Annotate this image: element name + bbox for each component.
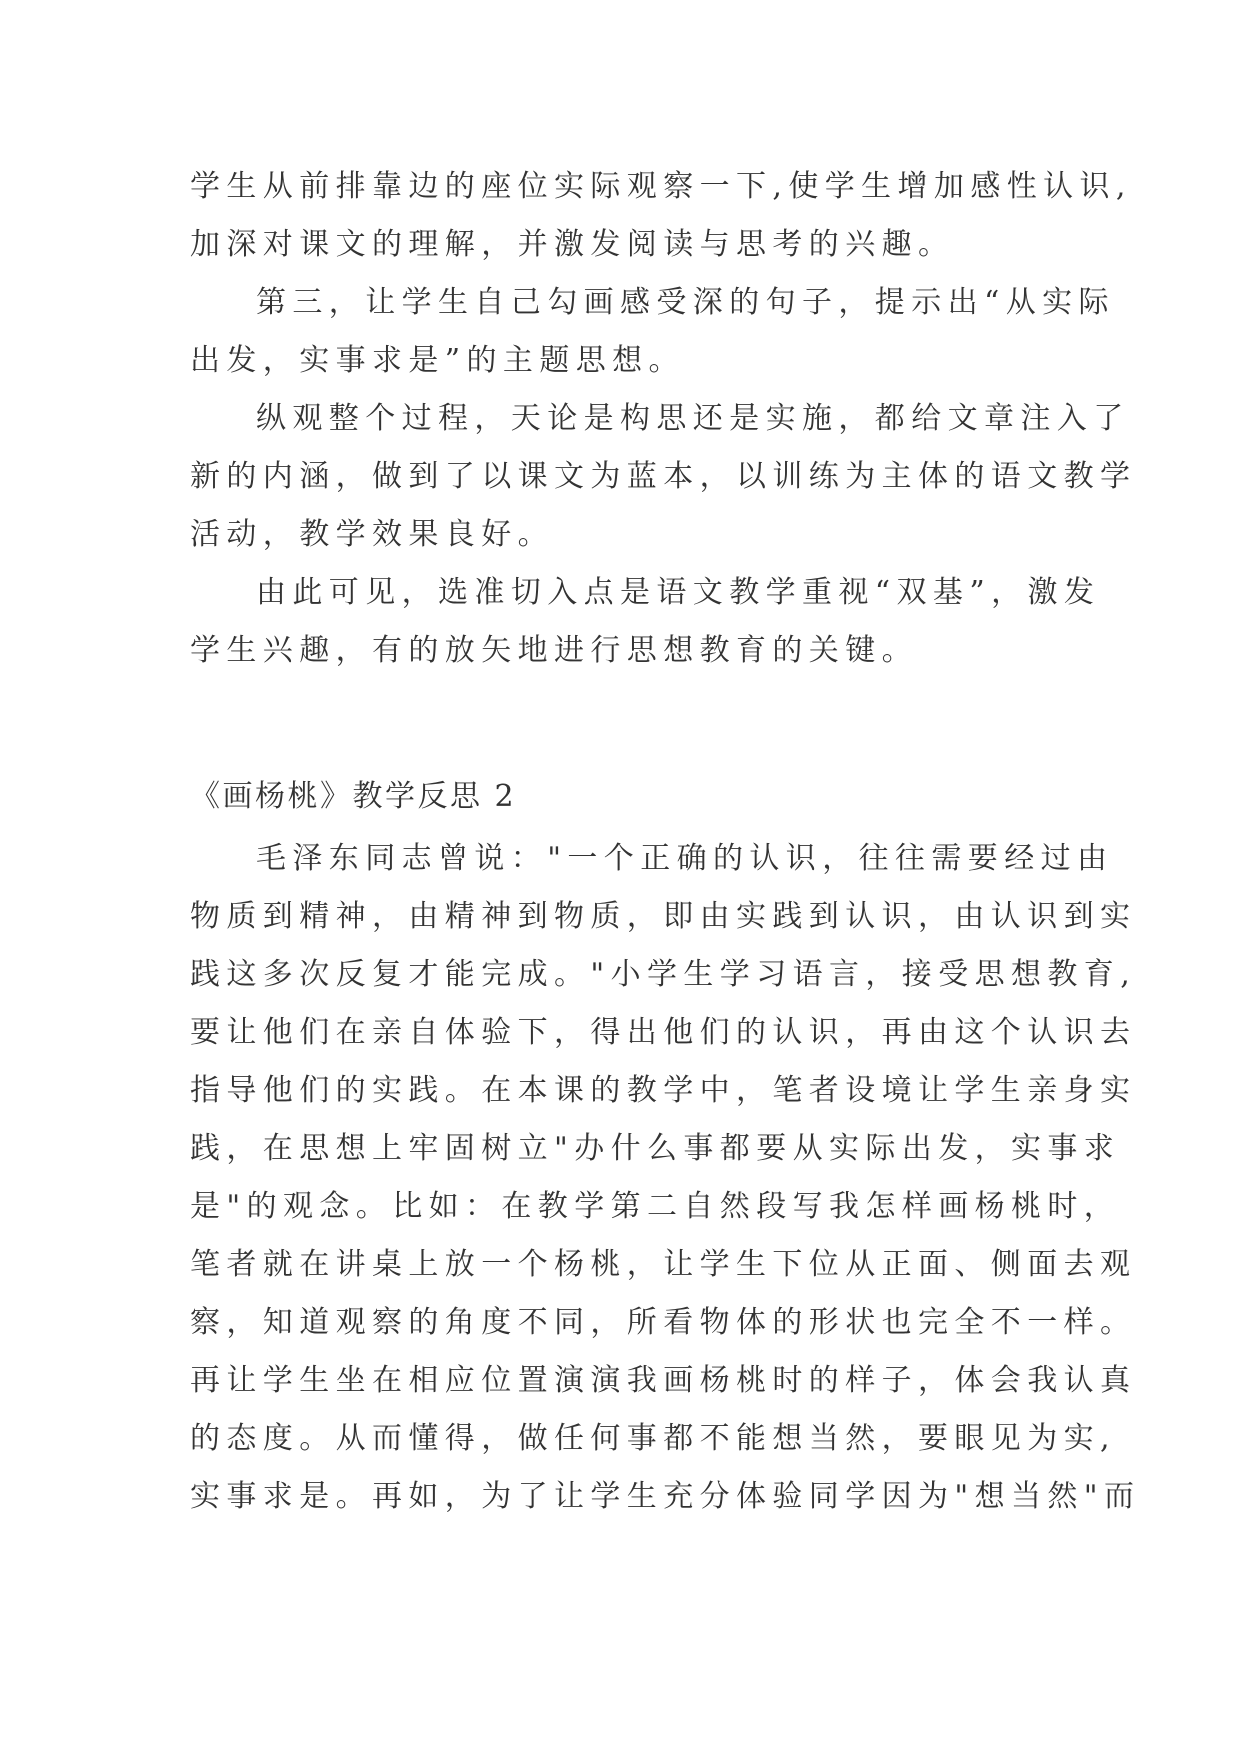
paragraph-overview-line-1: 纵观整个过程，天论是构思还是实施，都给文章注入了 xyxy=(256,401,1130,436)
body-line-9: 察，知道观察的角度不同，所看物体的形状也完全不一样。 xyxy=(190,1305,1137,1340)
body-line-11: 的态度。从而懂得，做任何事都不能想当然，要眼见为实, xyxy=(190,1421,1116,1456)
body-line-8: 笔者就在讲桌上放一个杨桃，让学生下位从正面、侧面去观 xyxy=(190,1247,1137,1282)
body-line-5: 指导他们的实践。在本课的教学中，笔者设境让学生亲身实 xyxy=(190,1073,1137,1108)
paragraph-conclusion-line-1: 由此可见，选准切入点是语文教学重视“双基”，激发 xyxy=(256,575,1101,610)
body-line-3: 践这多次反复才能完成。"小学生学习语言，接受思想教育, xyxy=(190,957,1137,992)
paragraph-overview-line-3: 活动，教学效果良好。 xyxy=(190,517,554,552)
paragraph-third-line-2: 出发，实事求是”的主题思想。 xyxy=(190,343,685,378)
body-line-4: 要让他们在亲自体验下，得出他们的认识，再由这个认识去 xyxy=(190,1015,1137,1050)
continuation-line-1: 学生从前排靠边的座位实际观察一下,使学生增加感性认识, xyxy=(190,169,1132,204)
body-line-2: 物质到精神，由精神到物质，即由实践到认识，由认识到实 xyxy=(190,899,1137,934)
body-line-12: 实事求是。再如，为了让学生充分体验同学因为"想当然"而 xyxy=(190,1479,1141,1514)
body-line-6: 践，在思想上牢固树立"办什么事都要从实际出发，实事求 xyxy=(190,1131,1121,1166)
body-line-7: 是"的观念。比如：在教学第二自然段写我怎样画杨桃时， xyxy=(190,1189,1121,1224)
paragraph-third-line-1: 第三，让学生自己勾画感受深的句子，提示出“从实际 xyxy=(256,285,1115,320)
paragraph-overview-line-2: 新的内涵，做到了以课文为蓝本，以训练为主体的语文教学 xyxy=(190,459,1137,494)
section-2 xyxy=(190,768,1141,1526)
section-heading: 《画杨桃》教学反思 2 xyxy=(190,779,517,814)
continuation-line-2: 加深对课文的理解，并激发阅读与思考的兴趣。 xyxy=(190,227,955,262)
section-1 xyxy=(190,158,1137,680)
body-line-1: 毛泽东同志曾说："一个正确的认识，往往需要经过由 xyxy=(256,841,1114,876)
body-line-10: 再让学生坐在相应位置演演我画杨桃时的样子，体会我认真 xyxy=(190,1363,1137,1398)
paragraph-conclusion-line-2: 学生兴趣，有的放矢地进行思想教育的关键。 xyxy=(190,633,918,668)
